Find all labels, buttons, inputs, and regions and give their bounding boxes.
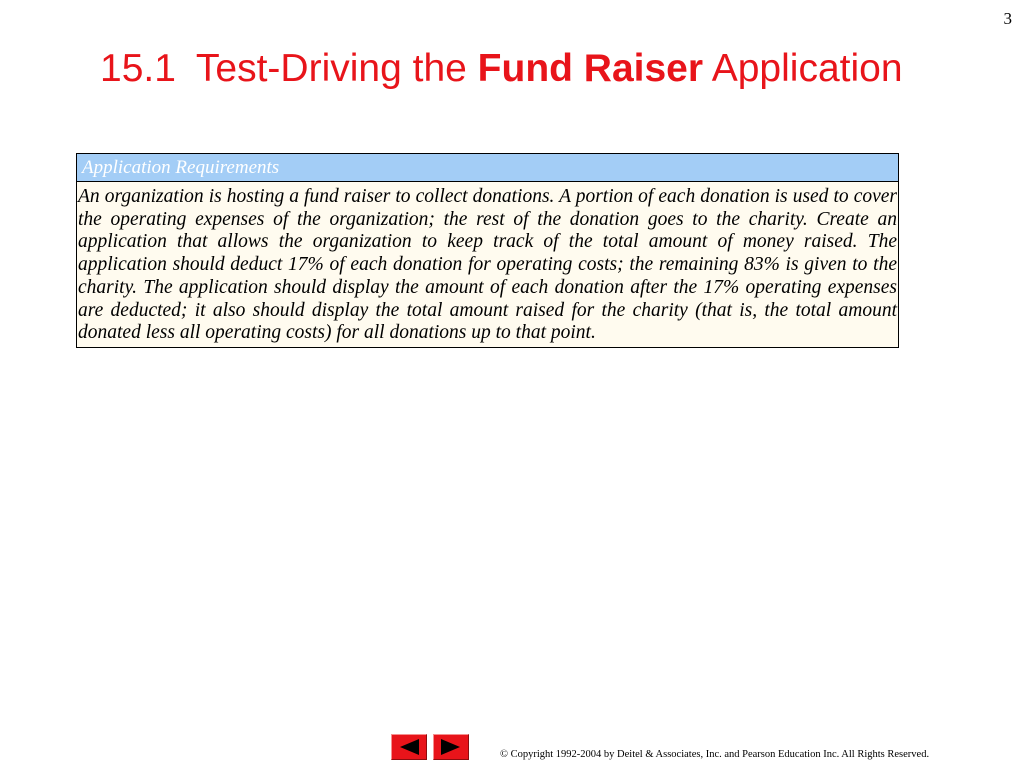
slide-title xyxy=(100,44,903,94)
requirements-table xyxy=(76,153,899,348)
left-arrow-icon xyxy=(398,738,420,756)
section-number: 15.1 xyxy=(100,47,176,90)
next-slide-button[interactable] xyxy=(433,734,469,760)
title-app-name: Fund Raiser xyxy=(477,47,704,90)
requirements-header: Application Requirements xyxy=(77,154,898,182)
right-arrow-icon xyxy=(440,738,462,756)
title-suffix: Application xyxy=(703,47,903,90)
requirements-body: An organization is hosting a fund raiser to collect donations. A portion of each donation is used to cover the operating expenses of the organization; the rest of the donation goes to the charity. Create an application that allows the organization to keep track of the total amount of money raised. The application should deduct 17% of each donation for operating costs; the remaining 83% is given to the charity. The application should display the amount of each donation after the 17% operating expenses are deducted; it also should display the total amount raised for the charity (that is, the total amount donated less all operating costs) for all donations up to that point. xyxy=(78,186,897,344)
slide-navigation xyxy=(391,734,469,760)
previous-slide-button[interactable] xyxy=(391,734,427,760)
copyright-notice: © Copyright 1992-2004 by Deitel & Associates, Inc. and Pearson Education Inc. All Rights Reserved. xyxy=(500,749,930,760)
page-number: 3 xyxy=(1003,9,1012,28)
title-prefix: Test-Driving the xyxy=(195,47,478,90)
